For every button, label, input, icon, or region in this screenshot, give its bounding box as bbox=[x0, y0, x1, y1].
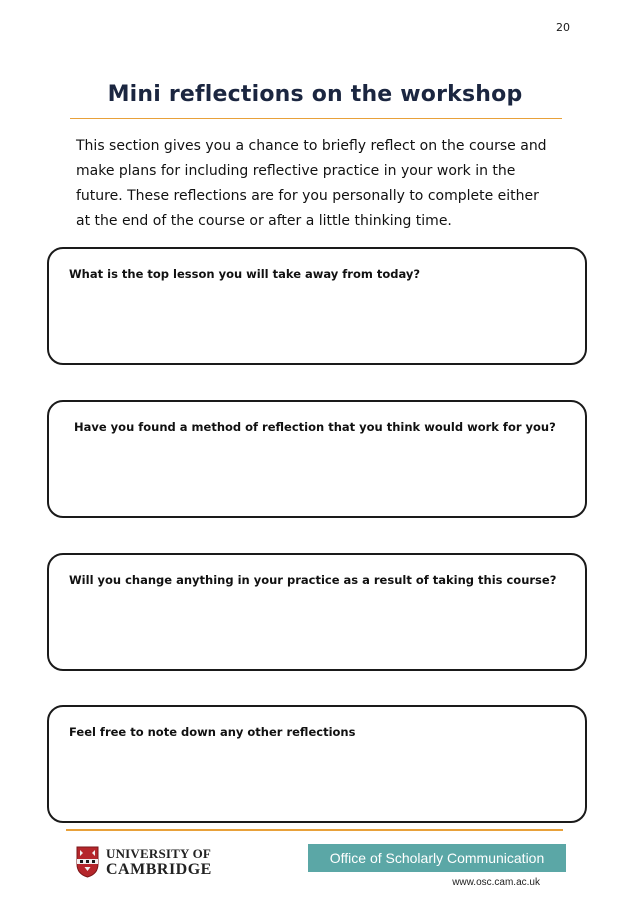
crest-icon bbox=[76, 846, 99, 878]
logo-text-line1: UNIVERSITY OF bbox=[106, 846, 212, 861]
logo-text-line2: CAMBRIDGE bbox=[106, 861, 212, 878]
reflection-box-practice-change[interactable] bbox=[47, 553, 587, 671]
reflection-question: What is the top lesson you will take away from today? bbox=[69, 267, 421, 281]
osc-banner: Office of Scholarly Communication bbox=[308, 844, 566, 872]
page-number: 20 bbox=[556, 21, 570, 34]
reflection-box-top-lesson[interactable] bbox=[47, 247, 587, 365]
reflection-question: Will you change anything in your practice as a result of taking this course? bbox=[69, 573, 557, 587]
reflection-question: Have you found a method of reflection that you think would work for you? bbox=[74, 420, 556, 434]
university-logo bbox=[76, 846, 222, 880]
intro-paragraph: This section gives you a chance to briefly reflect on the course and make plans for including reflective practice in your work in the future. These reflections are for you personally to complete either at the end of the course or after a little thinking time. bbox=[76, 138, 547, 229]
reflection-box-method[interactable] bbox=[47, 400, 587, 518]
reflection-question: Feel free to note down any other reflections bbox=[69, 725, 356, 739]
reflection-box-other[interactable] bbox=[47, 705, 587, 823]
title-divider bbox=[70, 118, 562, 119]
footer-divider bbox=[66, 829, 563, 831]
website-url: www.osc.cam.ac.uk bbox=[452, 877, 540, 888]
page-title: Mini reflections on the workshop bbox=[107, 82, 523, 107]
